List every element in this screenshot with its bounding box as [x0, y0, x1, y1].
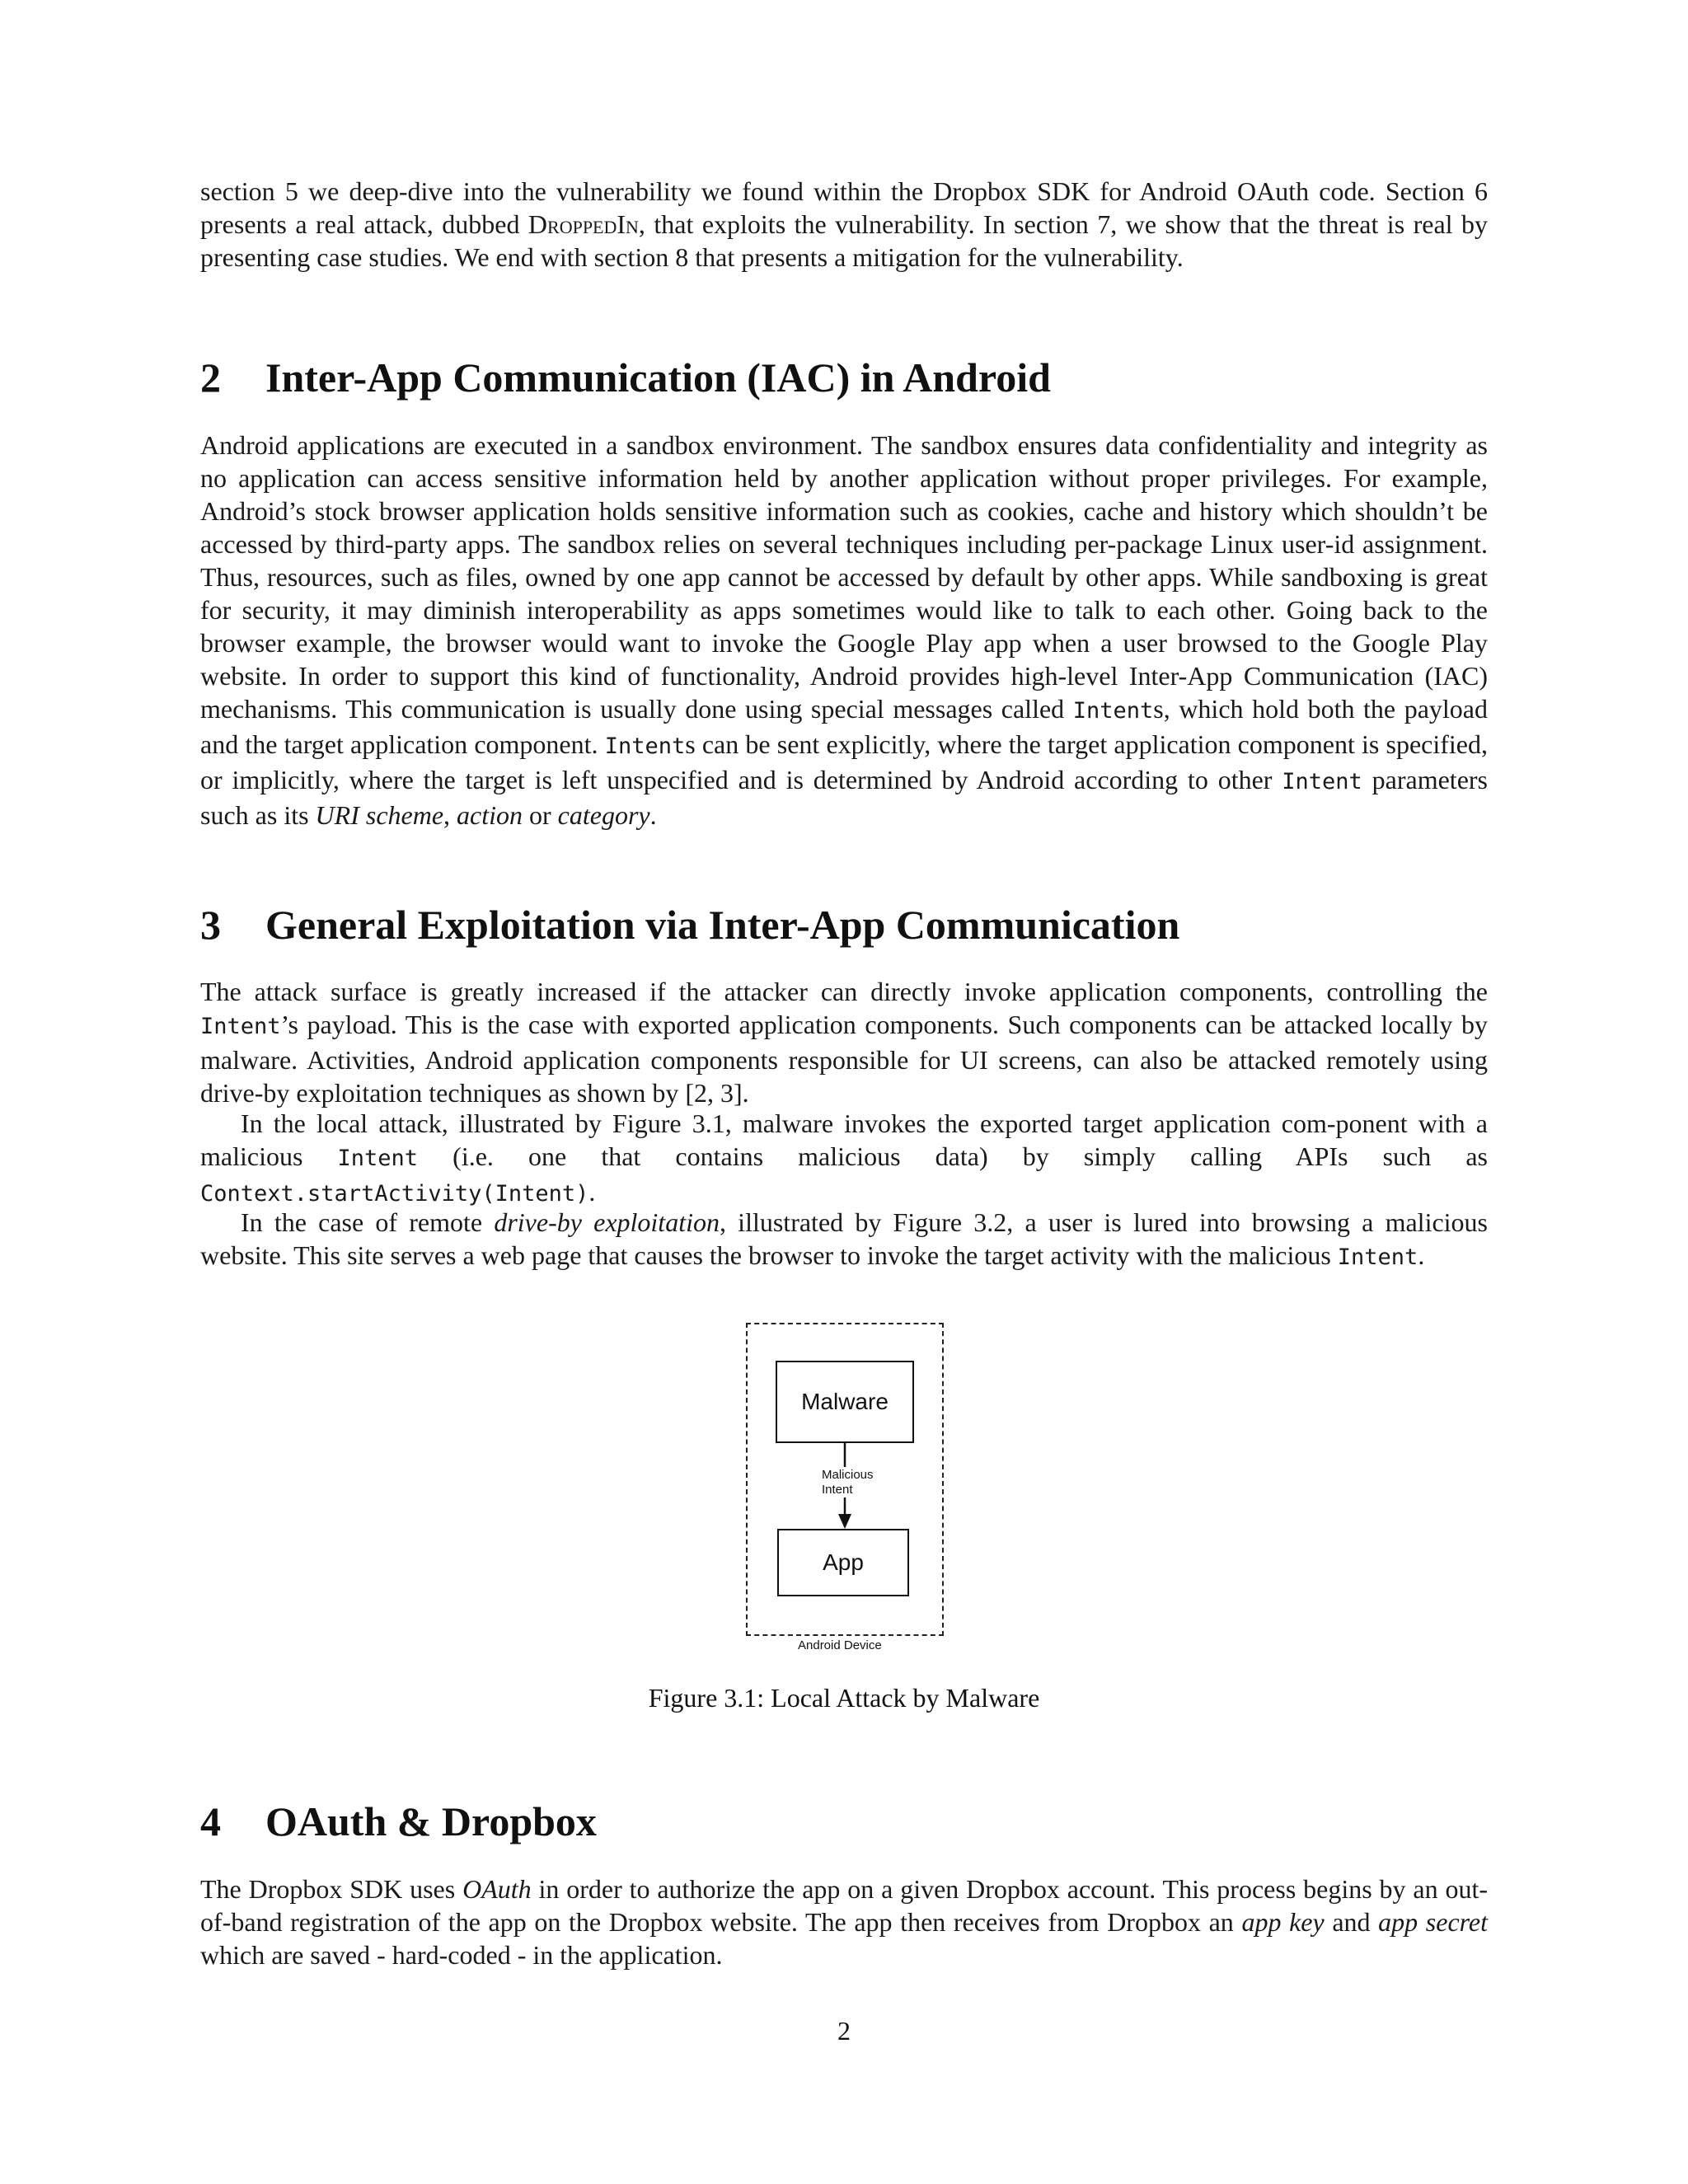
section-title: Inter-App Communication (IAC) in Android: [265, 354, 1051, 401]
intro-paragraph: section 5 we deep-dive into the vulnerability we found within the Dropbox SDK for Android OAuth code. Section 6 presents a real attack, dubbed DroppedIn, that exploits the vulnerability. In section 7, we show that the threat is real by presenting case studies. We end with section 8 that presents a mitigation for the vulnerability.: [200, 176, 1489, 272]
section-number: 3: [200, 902, 221, 948]
section-number: 4: [200, 1798, 221, 1844]
section-2-heading: [200, 353, 1051, 402]
app-box: App: [777, 1529, 909, 1596]
section-title: General Exploitation via Inter-App Communication: [265, 902, 1180, 948]
section-2-paragraph: Android applications are executed in a sandbox environment. The sandbox ensures data confidentiality and integrity as no application can access sensitive information held by another application without proper privileges. For example, Android’s stock browser application holds sensitive information such as cookies, cache and history which shouldn’t be accessed by third-party apps. The sandbox relies on several techniques including per-package Linux user-id assignment. Thus, resources, such as files, owned by one app cannot be accessed by default by other apps. While sandboxing is great for security, it may diminish interoperability as apps sometimes would like to talk to each other. Going back to the browser example, the browser would want to invoke the Google Play app when a user browsed to the Google Play website. In order to support this kind of functionality, Android provides high-level Inter-App Communication (IAC) mechanisms. This communication is usually done using special messages called Intents, which hold both the payload and the target application component. Intents can be sent explicitly, where the target application component is specified, or implicitly, where the target is left unspecified and is determined by Android according to other Intent parameters such as its URI scheme, action or category.: [200, 430, 1489, 830]
figure-caption: Figure 3.1: Local Attack by Malware: [648, 1683, 1040, 1713]
arrow-label-line-2: Intent: [822, 1483, 853, 1497]
figure-local-attack-diagram: [736, 1323, 950, 1669]
section-4-heading: [200, 1797, 597, 1846]
section-4-paragraph: The Dropbox SDK uses OAuth in order to authorize the app on a given Dropbox account. This process begins by an out-of-band registration of the app on the Dropbox website. The app then receives from Dropbox an app key and app secret which are saved - hard-coded - in the application.: [200, 1874, 1489, 1970]
section-3-heading: [200, 900, 1179, 949]
section-3-paragraph-3: In the case of remote drive-by exploitation, illustrated by Figure 3.2, a user is lured into browsing a malicious website. This site serves a web page that causes the browser to invoke the target activity with the malicious Intent.: [200, 1207, 1489, 1270]
section-number: 2: [200, 354, 221, 401]
page-number: 2: [837, 2016, 851, 2046]
section-3-paragraph-1: The attack surface is greatly increased if the attacker can directly invoke application components, controlling the Intent’s payload. This is the case with exported application components. Such components can be attacked locally by malware. Activities, Android application components responsible for UI screens, can also be attacked remotely using drive-by exploitation techniques as shown by [2, 3].: [200, 977, 1488, 1108]
section-title: OAuth & Dropbox: [265, 1798, 597, 1844]
attack-name: DroppedIn: [528, 209, 639, 239]
arrow-label-line-1: Malicious: [822, 1468, 874, 1482]
malware-box: Malware: [776, 1361, 914, 1443]
section-3-paragraph-2: In the local attack, illustrated by Figure 3.1, malware invokes the exported target application com-ponent with a malicious Intent (i.e. one that contains malicious data) by simply calling APIs such as Context.startActivity(Intent).: [200, 1108, 1489, 1207]
android-device-label: Android Device: [798, 1638, 882, 1652]
